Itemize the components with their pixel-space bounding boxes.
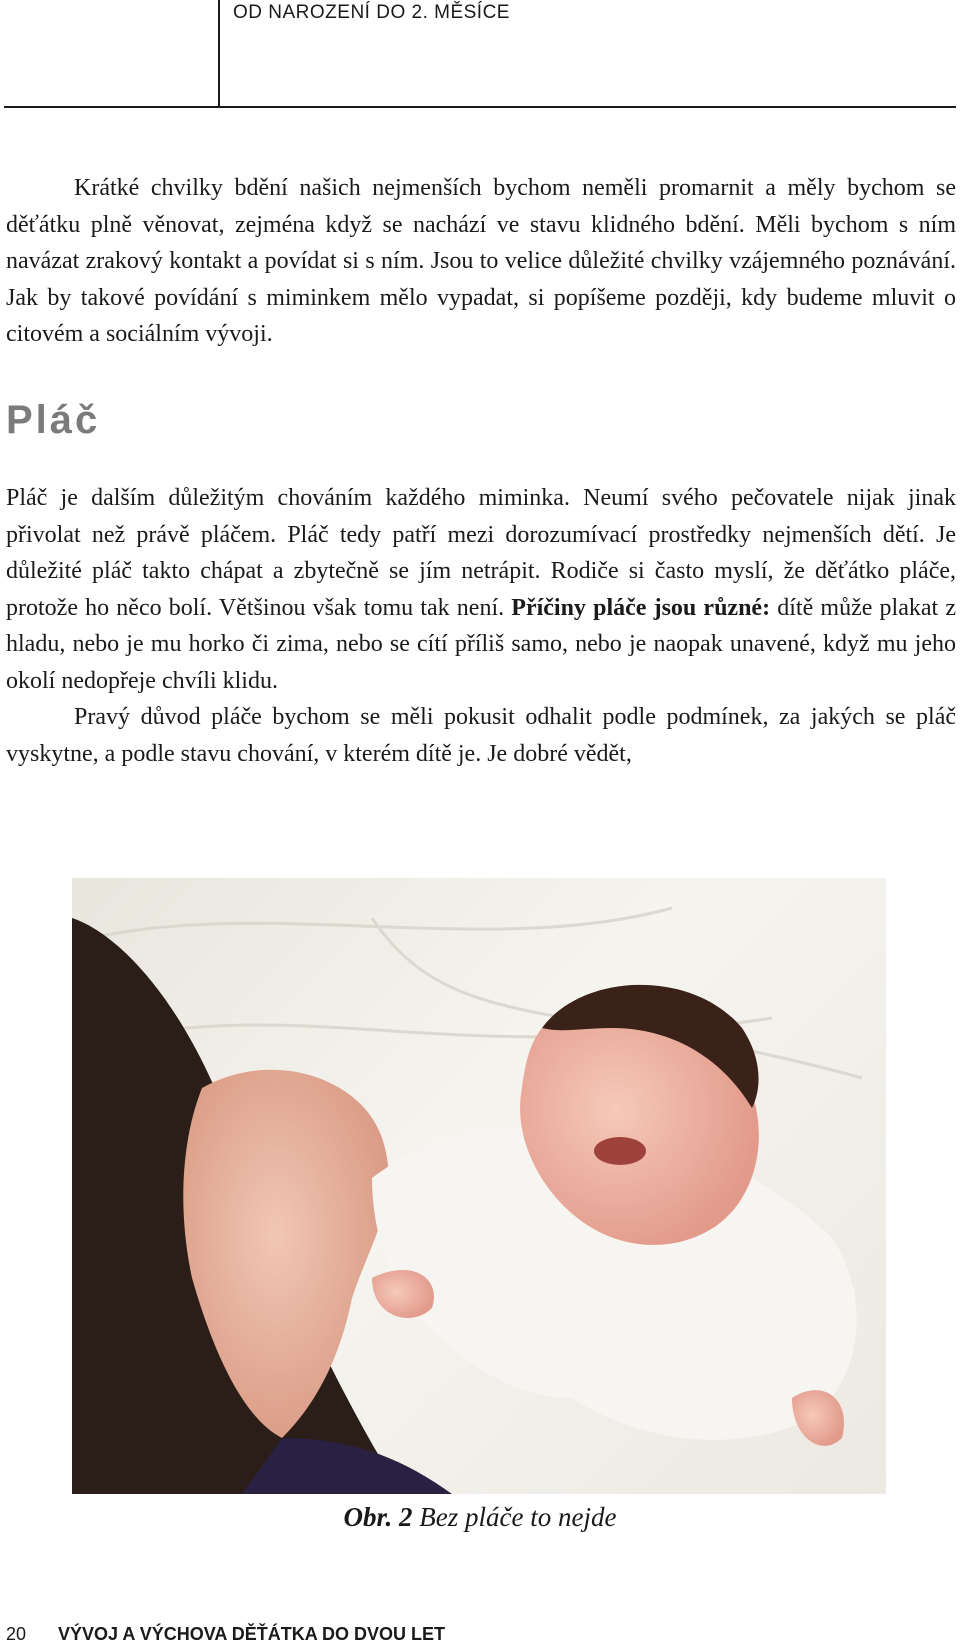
- book-title: VÝVOJ A VÝCHOVA DĚŤÁTKA DO DVOU LET: [58, 1624, 446, 1644]
- running-head: OD NAROZENÍ DO 2. MĚSÍCE: [233, 2, 510, 23]
- intro-paragraph: Krátké chvilky bdění našich nejmenších bychom neměli promarnit a měly bychom se děťátku plně věnovat, zejména když se nachází ve stavu klidného bdění. Měli bychom s ním navázat zrakový kontakt a povídat si s ním. Jsou to velice důležité chvilky vzájemného poznávání. Jak by takové povídání s miminkem mělo vypadat, si popíšeme později, kdy budeme mluvit o citovém a sociálním vývoji.: [6, 175, 956, 347]
- figure-photo: [72, 878, 886, 1494]
- paragraph-text: Pláč je dalším důležitým chováním každého miminka. Neumí svého pečovatele nijak jinak přivolat než právě pláčem. Pláč tedy patří mezi dorozumívací prostředky nejmenších dětí. Je důležité pláč takto chápat a zbytečně se jím netrápit. Rodiče si často myslí, že děťátko pláče, protože ho něco bolí. Většinou však tomu tak není.: [6, 485, 956, 621]
- figure-caption: [0, 1502, 960, 1533]
- section-paragraph-1: [6, 480, 956, 699]
- intro-text: [6, 170, 956, 353]
- section-text: [6, 480, 956, 772]
- figure-label: Obr. 2: [343, 1502, 413, 1532]
- photo-illustration: [72, 878, 886, 1494]
- header-vertical-rule: [218, 0, 220, 108]
- emphasis-text: Příčiny pláče jsou různé:: [511, 594, 771, 621]
- header-horizontal-rule: [4, 106, 956, 108]
- figure-caption-text: Bez pláče to nejde: [419, 1502, 617, 1532]
- paragraph-text: dítě může plakat z hladu, nebo je mu horko či zima, nebo se cítí příliš samo, nebo je naopak unavené, když mu jeho okolí nedopřeje chvíli klidu.: [6, 594, 956, 694]
- page-footer: [6, 1624, 445, 1645]
- page-number: 20: [6, 1624, 27, 1644]
- page-header: [0, 0, 960, 108]
- section-paragraph-2: Pravý důvod pláče bychom se měli pokusit odhalit podle podmínek, za jakých se pláč vyskytne, a podle stavu chování, v kterém dítě je. Je dobré vědět,: [6, 704, 956, 767]
- section-heading: Pláč: [6, 398, 101, 442]
